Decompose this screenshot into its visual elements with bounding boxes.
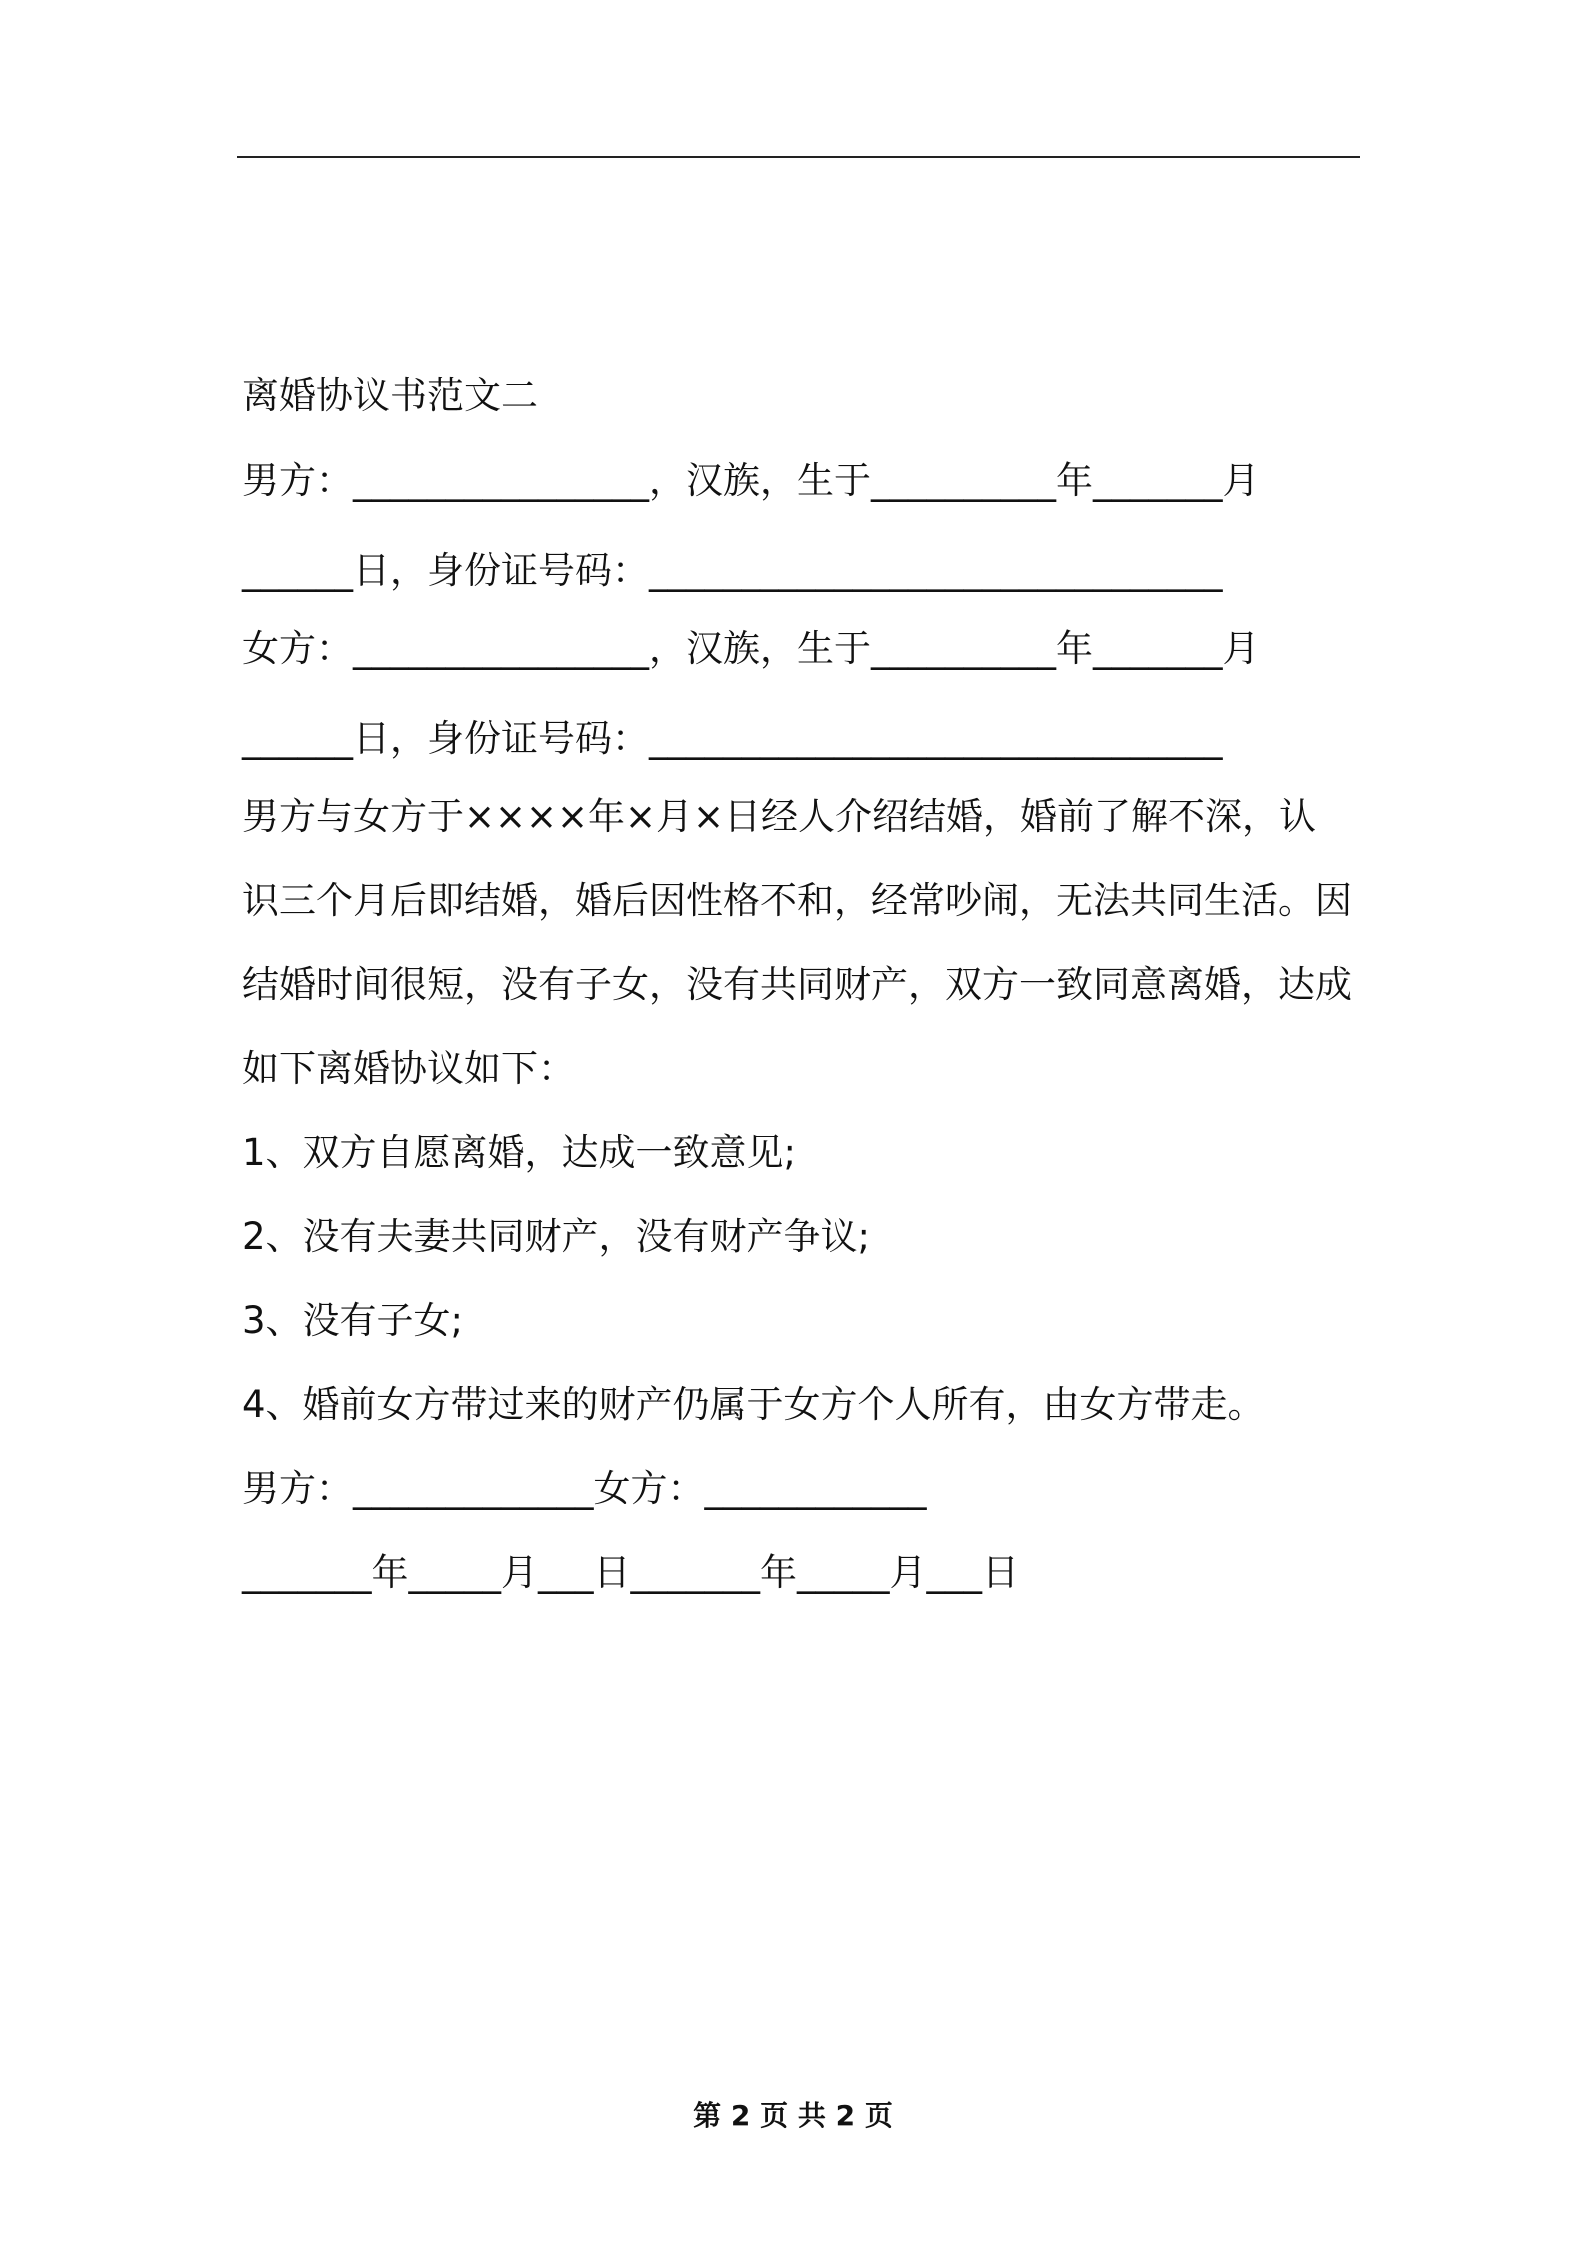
paragraph-line: 识三个月后即结婚，婚后因性格不和，经常吵闹，无法共同生活。因 — [242, 879, 1352, 922]
paragraph-line: 如下离婚协议如下： — [242, 1047, 575, 1090]
male-party-line: 男方：________________，汉族，生于__________年_______月 — [242, 459, 1260, 502]
female-party-line: 女方：________________，汉族，生于__________年_______月 — [242, 627, 1260, 670]
date-line: _______年_____月___日_______年_____月___日 — [242, 1551, 1019, 1594]
paragraph-line: 男方与女方于××××年×月×日经人介绍结婚，婚前了解不深，认 — [242, 795, 1317, 838]
male-id-line: ______日，身份证号码：_______________________________ — [242, 549, 1223, 592]
female-id-line: ______日，身份证号码：_______________________________ — [242, 717, 1223, 760]
document-title: 离婚协议书范文二 — [242, 374, 538, 417]
signature-line: 男方：_____________女方：____________ — [242, 1467, 927, 1510]
paragraph-line: 结婚时间很短，没有子女，没有共同财产，双方一致同意离婚，达成 — [242, 963, 1352, 1006]
page-number: 第 2 页 共 2 页 — [693, 2099, 893, 2132]
list-item: 3、没有子女; — [242, 1299, 464, 1342]
list-item: 2、没有夫妻共同财产，没有财产争议; — [242, 1215, 871, 1258]
list-item: 4、婚前女方带过来的财产仍属于女方个人所有，由女方带走。 — [242, 1383, 1265, 1426]
header-rule — [237, 156, 1360, 158]
list-item: 1、双方自愿离婚，达成一致意见; — [242, 1131, 797, 1174]
